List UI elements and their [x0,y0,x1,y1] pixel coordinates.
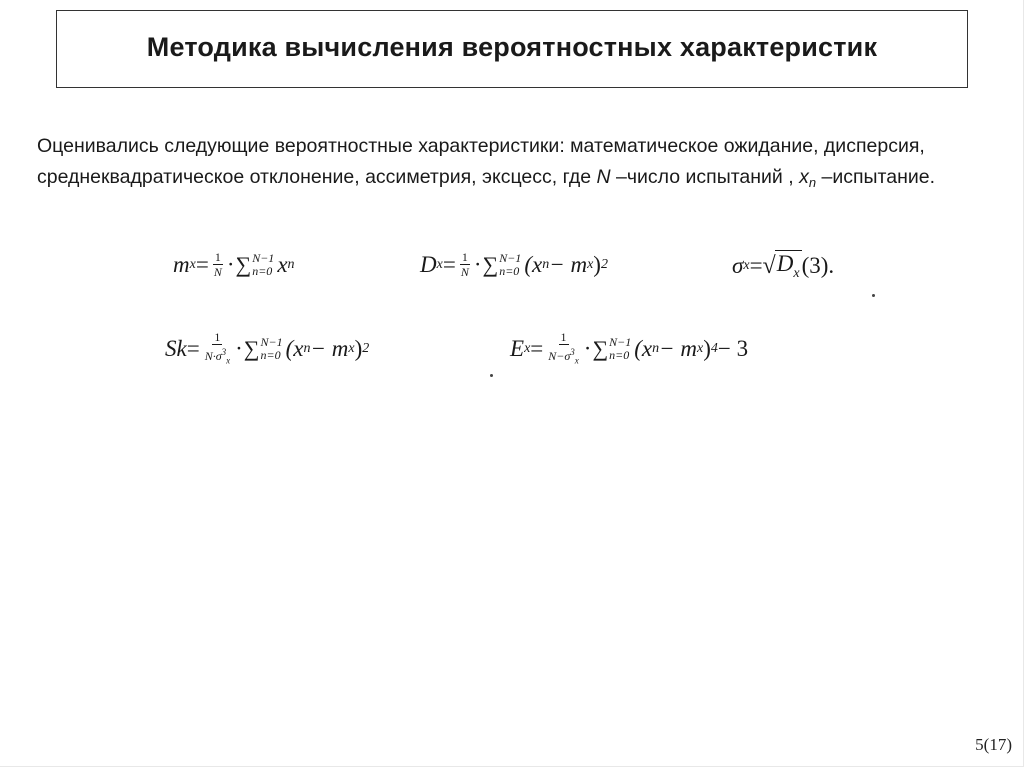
sigma-label: (3). [801,253,835,278]
sk-body: (x [285,335,304,361]
intro-var-n: N [596,166,611,188]
ex-den-text: N−σ [548,349,571,363]
sk-den-sup: 3 [221,347,227,357]
sk-fraction [204,330,231,367]
formula-sigma [732,250,834,282]
mean-body-sub: n [287,256,295,272]
disp-sum-limits [499,252,521,278]
ex-eq: = [530,335,544,361]
disp-sum-bot: n=0 [499,263,520,278]
ex-lhs: E [510,335,525,361]
disp-body: (x [524,251,543,277]
mean-num: 1 [214,250,221,264]
disp-body2: − m [549,251,588,277]
sigma-lhs-sub: x [743,258,750,273]
formula-dispersion [420,250,608,279]
disp-sum-sign: ∑ [482,251,499,277]
sk-sum-bot: n=0 [260,347,281,362]
mean-dot: · [226,251,235,277]
mean-eq: = [195,251,209,277]
formula-skewness [165,330,369,367]
sk-sum-top: N−1 [260,334,283,349]
disp-power: 2 [600,256,608,272]
disp-body-sub: n [542,256,550,272]
sigma-eq: = [749,253,763,278]
sigma-lhs: σ [732,253,744,278]
disp-lhs-sub: x [436,256,443,272]
mean-sum-bot: n=0 [252,263,273,278]
disp-num: 1 [461,250,468,264]
formula-excess [510,330,748,367]
formula-mean [173,250,295,279]
ex-lhs-sub: x [524,340,531,356]
intro-var-x: x [799,166,809,188]
ex-body: (x [634,335,653,361]
intro-text-3: –испытание. [816,166,936,188]
sigma-radicand [775,250,802,282]
sk-dot: · [235,335,243,361]
mean-fraction [213,250,223,279]
sk-num: 1 [214,330,221,344]
sk-den-text: N·σ [204,349,222,363]
disp-dot: · [473,251,482,277]
ex-body2-sub: x [697,340,704,356]
disp-body2-sub: x [587,256,594,272]
sk-den-sub: x [226,355,231,366]
intro-paragraph [37,131,997,193]
mean-den: N [213,265,222,279]
mean-sum-top: N−1 [252,250,275,265]
sk-sum-limits [260,336,282,362]
ex-den-sup: 3 [570,347,575,357]
disp-fraction [460,250,470,279]
ex-power: 4 [710,340,718,356]
sk-den [204,345,231,367]
ex-sum-bot: n=0 [609,347,630,362]
page-number: 5(17) [975,735,1012,754]
scan-artifact-dot [872,294,875,297]
sk-sum-sign: ∑ [243,335,260,361]
mean-lhs: m [173,251,190,277]
ex-sum-limits [609,336,631,362]
mean-lhs-sub: x [189,256,196,272]
mean-sum-limits [252,252,274,278]
ex-dot: · [583,335,592,361]
title-box [56,10,968,88]
sk-body2: − m [310,335,349,361]
ex-den-sub: x [574,355,579,366]
ex-fraction [547,330,580,367]
disp-den: N [460,265,469,279]
disp-eq: = [442,251,456,277]
mean-sum-sign: ∑ [235,251,252,277]
sk-body2-sub: x [348,340,355,356]
intro-text-1: Оценивались следующие вероятностные характеристики: математическое ожидание, дисперсия, среднеквадратическое отклонение, ассиметрия, эксцесс, где [37,135,925,188]
ex-sum-top: N−1 [609,334,632,349]
ex-body-sub: n [652,340,660,356]
disp-lhs: D [420,251,437,277]
sk-body-sub: n [303,340,311,356]
sk-eq: = [186,335,200,361]
sigma-body: D [776,251,794,276]
ex-den [547,345,580,367]
ex-body2: − m [659,335,698,361]
mean-body: x [277,251,288,277]
sigma-body-sub: x [793,266,800,281]
sqrt-icon: √ [762,252,776,279]
sk-body3: ) [354,335,363,361]
ex-num: 1 [560,330,567,344]
disp-body3: ) [593,251,601,277]
slide-title: Методика вычисления вероятностных характеристик [146,31,878,62]
ex-tail: − 3 [717,335,749,361]
intro-text-2: –число испытаний , [610,166,800,188]
ex-body3: ) [703,335,711,361]
intro-var-x-sub: n [808,175,817,190]
sk-power: 2 [362,340,370,356]
scan-artifact-dot [490,374,493,377]
disp-sum-top: N−1 [499,250,522,265]
sk-lhs: Sk [165,335,187,361]
ex-sum-sign: ∑ [592,335,609,361]
